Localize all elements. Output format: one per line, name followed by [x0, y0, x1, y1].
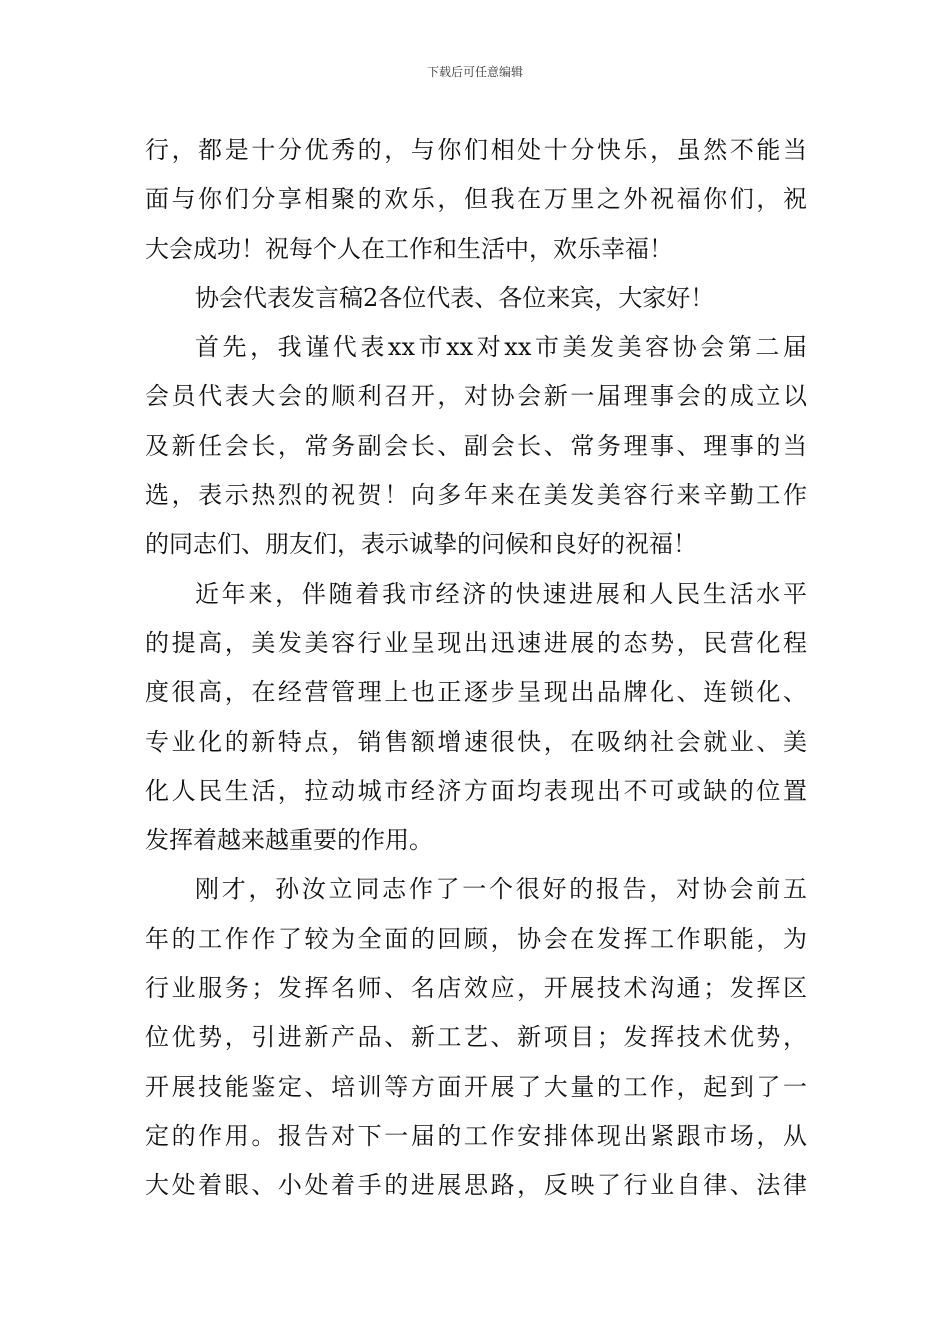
- text-line: 刚才，孙汝立同志作了一个很好的报告，对协会前五: [195, 875, 807, 904]
- text-line: 选，表示热烈的祝贺！向多年来在美发美容行来辛勤工作: [145, 481, 807, 510]
- text-line: 协会代表发言稿2各位代表、各位来宾，大家好！: [195, 283, 715, 312]
- text-line: 位优势，引进新产品、新工艺、新项目；发挥技术优势，: [145, 1023, 807, 1052]
- text-line: 会员代表大会的顺利召开，对协会新一届理事会的成立以: [145, 382, 807, 411]
- text-line: 化人民生活，拉动城市经济方面均表现出不可或缺的位置: [145, 776, 807, 805]
- text-line: 专业化的新特点，销售额增速很快，在吸纳社会就业、美: [145, 727, 807, 756]
- text-line: 定的作用。报告对下一届的工作安排体现出紧跟市场，从: [145, 1121, 807, 1150]
- text-line: 面与你们分享相聚的欢乐，但我在万里之外祝福你们，祝: [145, 185, 807, 214]
- text-line: 年的工作作了较为全面的回顾，协会在发挥工作职能，为: [145, 924, 807, 953]
- text-line: 及新任会长，常务副会长、副会长、常务理事、理事的当: [145, 431, 807, 460]
- text-line: 行业服务；发挥名师、名店效应，开展技术沟通；发挥区: [145, 974, 807, 1003]
- text-line: 的提高，美发美容行业呈现出迅速进展的态势，民营化程: [145, 628, 807, 657]
- text-line: 度很高，在经营管理上也正逐步呈现出品牌化、连锁化、: [145, 678, 807, 707]
- text-line: 的同志们、朋友们，表示诚挚的问候和良好的祝福！: [145, 530, 697, 559]
- text-line: 大会成功！祝每个人在工作和生活中，欢乐幸福！: [145, 234, 673, 263]
- text-line: 近年来，伴随着我市经济的快速进展和人民生活水平: [195, 579, 807, 608]
- text-line: 首先，我谨代表xx市xx对xx市美发美容协会第二届: [195, 333, 807, 362]
- text-line: 开展技能鉴定、培训等方面开展了大量的工作，起到了一: [145, 1072, 807, 1101]
- text-line: 行，都是十分优秀的，与你们相处十分快乐，虽然不能当: [145, 136, 807, 164]
- document-body: [145, 126, 807, 1211]
- text-line: 大处着眼、小处着手的进展思路，反映了行业自律、法律: [145, 1171, 807, 1200]
- text-line: 发挥着越来越重要的作用。: [145, 826, 433, 855]
- page-header: 下载后可任意编辑: [426, 65, 523, 79]
